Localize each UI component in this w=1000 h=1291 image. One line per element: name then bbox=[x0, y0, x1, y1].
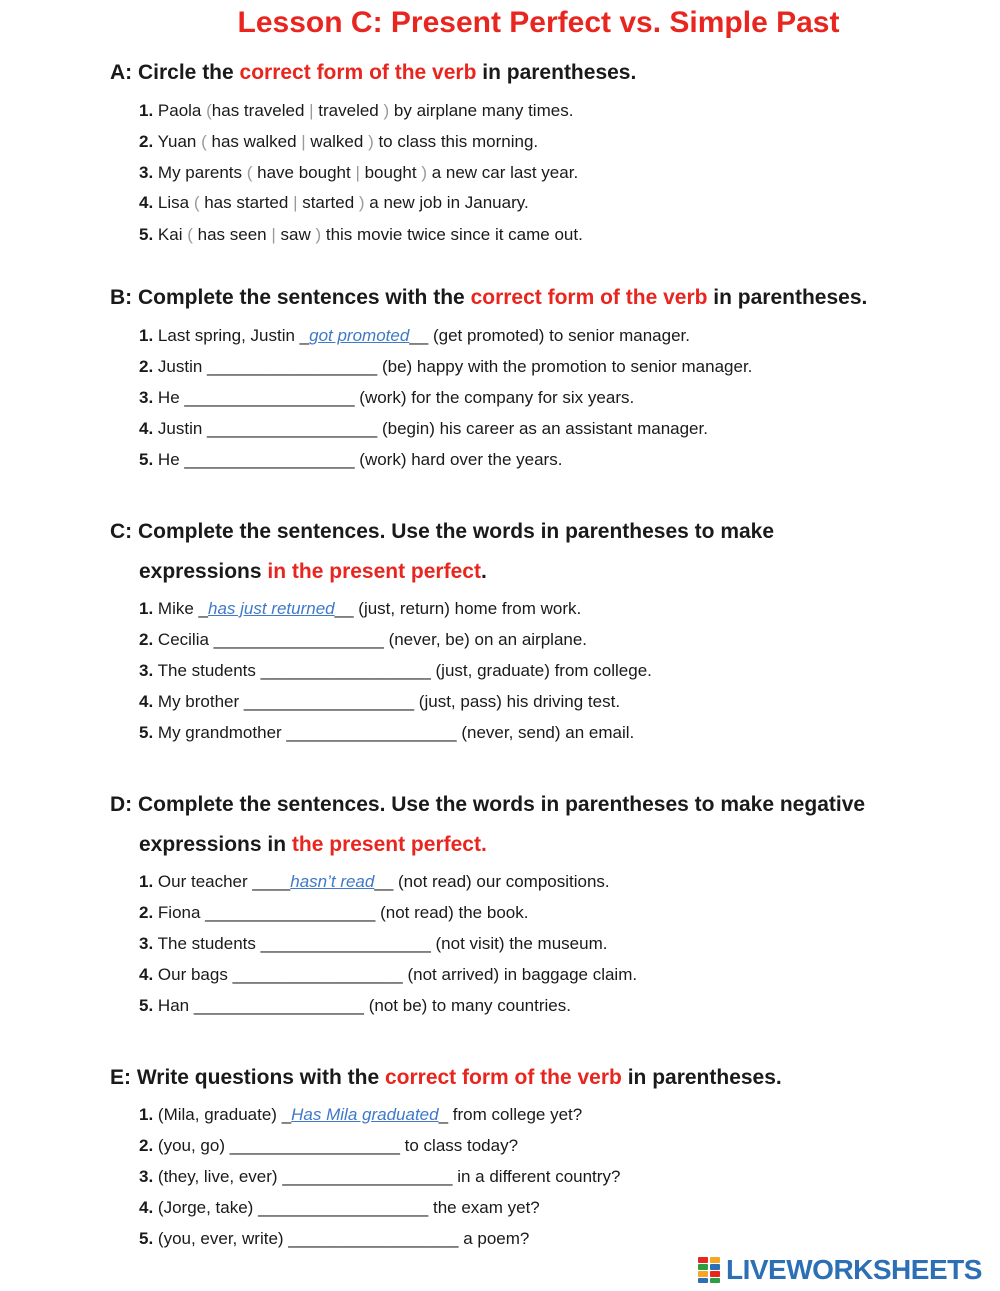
item-number: 4. bbox=[139, 692, 154, 711]
item-text: (never, be) on an airplane. bbox=[383, 630, 588, 649]
option-2[interactable]: started bbox=[297, 193, 359, 212]
section-a-item-5 bbox=[139, 225, 583, 245]
item-text: to class today? bbox=[399, 1136, 519, 1155]
answer-blank[interactable]: __________________ bbox=[205, 903, 376, 922]
answer-blank[interactable]: __________________ bbox=[193, 996, 365, 1015]
item-text: He bbox=[153, 450, 185, 469]
answer-blank[interactable]: __________________ bbox=[288, 1229, 459, 1248]
item-number: 2. bbox=[139, 630, 154, 649]
option-2[interactable]: traveled bbox=[313, 101, 384, 120]
section-b-item-2 bbox=[139, 357, 752, 377]
item-text: (begin) his career as an assistant manager. bbox=[377, 419, 708, 438]
close-paren: ) bbox=[421, 163, 427, 182]
item-text: (work) for the company for six years. bbox=[354, 388, 635, 407]
option-2[interactable]: walked bbox=[305, 132, 369, 151]
heading-text: E: Write questions with the bbox=[110, 1066, 385, 1089]
answer-blank[interactable]: __________________ bbox=[282, 1167, 453, 1186]
heading-highlight: correct form of the verb bbox=[239, 61, 477, 84]
liveworksheets-logo-icon bbox=[698, 1257, 722, 1283]
item-text: the exam yet? bbox=[428, 1198, 540, 1217]
liveworksheets-logo[interactable] bbox=[698, 1255, 982, 1285]
answer-blank[interactable] bbox=[199, 599, 354, 618]
answer-blank[interactable]: __________________ bbox=[258, 1198, 429, 1217]
close-paren: ) bbox=[358, 193, 365, 212]
item-number: 4. bbox=[139, 193, 154, 212]
blank-line: __ bbox=[334, 599, 354, 618]
item-number: 3. bbox=[139, 1167, 154, 1186]
item-number: 2. bbox=[139, 132, 154, 151]
section-e-item-3 bbox=[139, 1167, 620, 1187]
section-e-item-1 bbox=[139, 1105, 582, 1125]
heading-text: in parentheses. bbox=[707, 286, 868, 309]
separator: | bbox=[355, 163, 360, 182]
item-text: in a different country? bbox=[452, 1167, 621, 1186]
item-text: My parents bbox=[153, 163, 247, 182]
blank-line: __ bbox=[409, 326, 429, 345]
heading-text: in parentheses. bbox=[621, 1066, 782, 1089]
answer-blank[interactable] bbox=[252, 872, 393, 891]
item-text: (get promoted) to senior manager. bbox=[428, 326, 690, 345]
item-text: (not arrived) in baggage claim. bbox=[402, 965, 638, 984]
open-paren: ( bbox=[193, 193, 200, 212]
option-1[interactable]: has traveled bbox=[211, 101, 310, 120]
section-a-item-1 bbox=[139, 101, 573, 121]
item-number: 3. bbox=[139, 934, 154, 953]
item-text: (just, return) home from work. bbox=[353, 599, 582, 618]
blank-line: _ bbox=[198, 599, 208, 618]
item-text: (not be) to many countries. bbox=[364, 996, 571, 1015]
item-text: (not visit) the museum. bbox=[430, 934, 608, 953]
item-text: (you, go) bbox=[153, 1136, 230, 1155]
item-number: 1. bbox=[139, 326, 154, 345]
heading-highlight: correct form of the verb bbox=[384, 1066, 622, 1089]
answer-blank[interactable]: __________________ bbox=[207, 357, 378, 376]
item-text: Last spring, Justin bbox=[153, 326, 300, 345]
answer-text: got promoted bbox=[309, 326, 410, 345]
heading-text: . bbox=[480, 560, 487, 583]
item-number: 2. bbox=[139, 903, 154, 922]
item-text: to class this morning. bbox=[373, 132, 539, 151]
heading-text: expressions bbox=[139, 560, 268, 583]
open-paren: ( bbox=[246, 163, 253, 182]
answer-text: Has Mila graduated bbox=[291, 1105, 439, 1124]
item-text: My grandmother bbox=[153, 723, 287, 742]
section-e-item-2 bbox=[139, 1136, 518, 1156]
answer-blank[interactable]: __________________ bbox=[243, 692, 415, 711]
item-text: My brother bbox=[153, 692, 244, 711]
item-text: (never, send) an email. bbox=[456, 723, 635, 742]
item-number: 4. bbox=[139, 419, 154, 438]
answer-blank[interactable]: __________________ bbox=[184, 450, 355, 469]
close-paren: ) bbox=[383, 101, 390, 120]
separator: | bbox=[271, 225, 276, 244]
answer-blank[interactable]: __________________ bbox=[184, 388, 355, 407]
section-c-item-5 bbox=[139, 723, 634, 743]
answer-blank[interactable]: __________________ bbox=[260, 661, 431, 680]
section-d-item-3 bbox=[139, 934, 607, 954]
section-e-item-5 bbox=[139, 1229, 529, 1249]
item-text: (not read) our compositions. bbox=[393, 872, 610, 891]
section-b-item-5 bbox=[139, 450, 562, 470]
heading-highlight: in the present perfect bbox=[267, 560, 481, 583]
item-text: Han bbox=[153, 996, 194, 1015]
section-c-heading-cont bbox=[139, 560, 487, 584]
item-text: The students bbox=[153, 661, 261, 680]
answer-blank[interactable]: __________________ bbox=[232, 965, 403, 984]
section-c-item-1 bbox=[139, 599, 581, 619]
item-text: He bbox=[153, 388, 185, 407]
logo-text: LIVEWORKSHEETS bbox=[726, 1254, 982, 1285]
option-1[interactable]: has started bbox=[199, 193, 294, 212]
item-number: 1. bbox=[139, 1105, 154, 1124]
close-paren: ) bbox=[315, 225, 322, 244]
answer-blank[interactable]: __________________ bbox=[213, 630, 384, 649]
item-number: 5. bbox=[139, 996, 154, 1015]
open-paren: ( bbox=[206, 101, 212, 120]
item-text: (be) happy with the promotion to senior manager. bbox=[377, 357, 753, 376]
section-e-item-4 bbox=[139, 1198, 540, 1218]
item-text: (not read) the book. bbox=[375, 903, 529, 922]
item-text: Yuan bbox=[153, 132, 202, 151]
section-d-heading: D: Complete the sentences. Use the words in parentheses to make negative bbox=[110, 793, 866, 816]
section-d-item-5 bbox=[139, 996, 571, 1016]
item-number: 3. bbox=[139, 163, 154, 182]
item-text: Our bags bbox=[153, 965, 233, 984]
item-text: Our teacher bbox=[153, 872, 253, 891]
item-number: 2. bbox=[139, 357, 154, 376]
answer-blank[interactable]: __________________ bbox=[260, 934, 431, 953]
item-text: Justin bbox=[153, 419, 208, 438]
item-text: a poem? bbox=[458, 1229, 530, 1248]
section-e-heading bbox=[110, 1066, 782, 1090]
option-1[interactable]: has seen bbox=[192, 225, 272, 244]
item-number: 2. bbox=[139, 1136, 154, 1155]
item-text: (Jorge, take) bbox=[153, 1198, 259, 1217]
item-text: a new job in January. bbox=[364, 193, 529, 212]
section-d-item-4 bbox=[139, 965, 637, 985]
item-number: 1. bbox=[139, 599, 154, 618]
option-2[interactable]: bought bbox=[359, 163, 422, 182]
item-text: (work) hard over the years. bbox=[354, 450, 563, 469]
section-a-heading bbox=[110, 61, 636, 85]
section-c-item-4 bbox=[139, 692, 620, 712]
item-text: Mike bbox=[153, 599, 199, 618]
page-title: Lesson C: Present Perfect vs. Simple Past bbox=[237, 6, 840, 39]
item-number: 4. bbox=[139, 1198, 154, 1217]
separator: | bbox=[309, 101, 314, 120]
item-text: Justin bbox=[153, 357, 208, 376]
option-1[interactable]: have bought bbox=[252, 163, 356, 182]
option-2[interactable]: saw bbox=[275, 225, 316, 244]
heading-text: B: Complete the sentences with the bbox=[110, 286, 471, 309]
section-a-item-3 bbox=[139, 163, 578, 183]
blank-line: _ bbox=[299, 326, 310, 345]
item-text: The students bbox=[153, 934, 261, 953]
heading-text: in parentheses. bbox=[476, 61, 637, 84]
answer-blank[interactable] bbox=[282, 1105, 448, 1124]
item-text: Paola bbox=[153, 101, 207, 120]
item-text: a new car last year. bbox=[426, 163, 579, 182]
option-1[interactable]: has walked bbox=[206, 132, 302, 151]
section-b-item-1 bbox=[139, 326, 690, 346]
item-number: 3. bbox=[139, 661, 154, 680]
answer-blank[interactable]: __________________ bbox=[286, 723, 457, 742]
separator: | bbox=[301, 132, 306, 151]
section-d-item-1 bbox=[139, 872, 610, 892]
section-c-item-3 bbox=[139, 661, 652, 681]
blank-line: __ bbox=[374, 872, 394, 891]
blank-line: _ bbox=[438, 1105, 449, 1124]
item-text: (they, live, ever) bbox=[153, 1167, 283, 1186]
item-number: 1. bbox=[139, 872, 154, 891]
open-paren: ( bbox=[201, 132, 207, 151]
item-number: 5. bbox=[139, 1229, 154, 1248]
item-text: from college yet? bbox=[448, 1105, 583, 1124]
section-d-item-2 bbox=[139, 903, 528, 923]
item-number: 5. bbox=[139, 450, 154, 469]
item-text: Kai bbox=[153, 225, 188, 244]
item-number: 1. bbox=[139, 101, 154, 120]
section-b-item-3 bbox=[139, 388, 634, 408]
answer-blank[interactable] bbox=[300, 326, 429, 345]
item-text: by airplane many times. bbox=[389, 101, 574, 120]
heading-highlight: correct form of the verb bbox=[470, 286, 708, 309]
section-d-heading-cont bbox=[139, 833, 487, 857]
section-c-heading: C: Complete the sentences. Use the words in parentheses to make bbox=[110, 520, 775, 543]
close-paren: ) bbox=[368, 132, 374, 151]
item-number: 3. bbox=[139, 388, 154, 407]
item-text: (just, graduate) from college. bbox=[430, 661, 652, 680]
item-text: Cecilia bbox=[153, 630, 214, 649]
item-text: (just, pass) his driving test. bbox=[414, 692, 621, 711]
section-b-item-4 bbox=[139, 419, 708, 439]
open-paren: ( bbox=[187, 225, 193, 244]
answer-text: hasn’t read bbox=[290, 872, 375, 891]
item-text: (you, ever, write) bbox=[153, 1229, 289, 1248]
blank-line: ____ bbox=[252, 872, 291, 891]
item-number: 5. bbox=[139, 723, 154, 742]
item-text: this movie twice since it came out. bbox=[321, 225, 583, 244]
item-number: 5. bbox=[139, 225, 154, 244]
item-text: Lisa bbox=[153, 193, 194, 212]
section-c-item-2 bbox=[139, 630, 587, 650]
answer-blank[interactable]: __________________ bbox=[207, 419, 378, 438]
section-b-heading bbox=[110, 286, 867, 310]
heading-highlight: the present perfect. bbox=[291, 833, 487, 856]
answer-blank[interactable]: __________________ bbox=[229, 1136, 400, 1155]
item-text: (Mila, graduate) bbox=[153, 1105, 282, 1124]
section-a-item-4 bbox=[139, 193, 529, 213]
section-a-item-2 bbox=[139, 132, 538, 152]
heading-text: expressions in bbox=[139, 833, 292, 856]
blank-line: _ bbox=[281, 1105, 292, 1124]
item-text: Fiona bbox=[153, 903, 206, 922]
item-number: 4. bbox=[139, 965, 154, 984]
separator: | bbox=[293, 193, 298, 212]
answer-text: has just returned bbox=[208, 599, 335, 618]
heading-text: A: Circle the bbox=[110, 61, 240, 84]
